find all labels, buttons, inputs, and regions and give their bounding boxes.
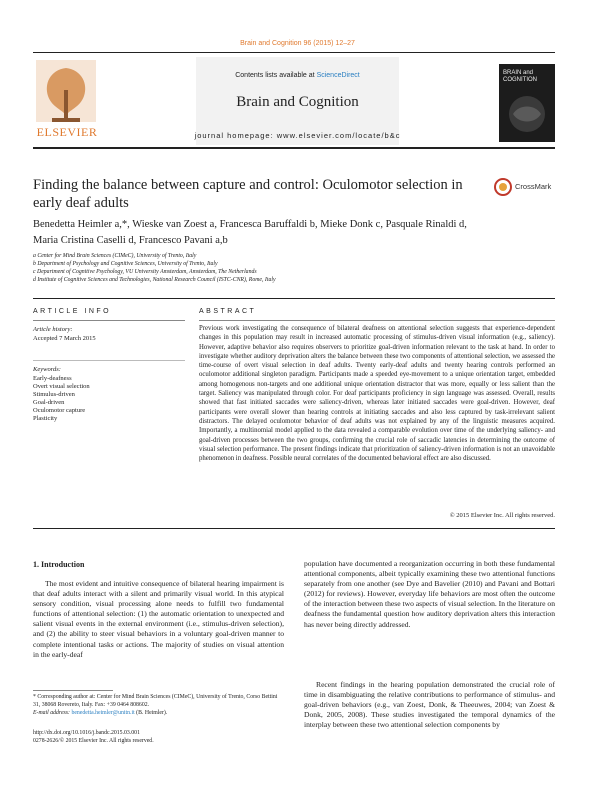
cover-brain-graphic: [505, 92, 549, 136]
affiliation-b: b Department of Psychology and Cognitive Sciences, University of Trento, Italy: [33, 261, 218, 267]
email-link[interactable]: benedetta.heimler@unitn.it: [71, 710, 135, 716]
cover-title-line1: BRAIN and: [503, 70, 534, 76]
affiliation-c: c Department of Cognitive Psychology, VU University Amsterdam, Amsterdam, The Netherlands: [33, 269, 257, 275]
abstract-text: Previous work investigating the consequence of bilateral deafness on attentional selection suggests that experience-dependent changes in this population may result in increased automatic processing of stimulus-driven visual information (e.g., saliency). However, adaptive behavior also requires observers to prioritize goal-driven information relevant to the task at hand. In order to investigate whether auditory deprivation alters the balance between these two components of attentional selection, we assessed the time-course of overt visual selection in deaf adults. Twenty early-deaf adults and twenty hearing controls performed an oculomotor additional singleton paradigm. Participants made a speeded eye-movement to a unique orientation target, embedded among homogenous non-targets and one additional unique orientation distractor that was more, equally or less salient than the target. Saliency was manipulated through color. For deaf participants proficiency in sign language was assessed. Overall, results showed that fast initiated saccades were saliency-driven, whereas later initiated saccades were goal-driven. However, deaf participants were overall slower than hearing controls at initiating saccades and also less captured by task-irrelevant salient distractors. The delayed oculomotor behavior of deaf adults was not explained by any of the linguistic measures acquired. Importantly, a multinomial model applied to the data revealed a comparable evolution over time of the underlying saliency- and goal-driven processes between the two groups, confirming the crucial role of saccadic latencies in determining the outcome of visual selection performance. The present findings indicate that prioritization of saliency-driven information is not an unavoidable phenomenon in deafness. Possible neural correlates of the documented behavioral effect are also discussed.: [199, 325, 555, 463]
authors-line-2: Maria Cristina Caselli d, Francesco Pavani a,b: [33, 235, 228, 246]
doi-link[interactable]: http://dx.doi.org/10.1016/j.bandc.2015.03.001: [33, 730, 140, 736]
history-label: Article history:: [33, 326, 73, 333]
article-title: Finding the balance between capture and control: Oculomotor selection in early deaf adults: [33, 177, 463, 211]
contents-line: [196, 72, 399, 79]
homepage-prefix: journal homepage:: [194, 131, 277, 140]
journal-reference: Brain and Cognition 96 (2015) 12–27: [240, 40, 355, 47]
author-list: [33, 217, 553, 249]
publisher-name: ELSEVIER: [36, 125, 98, 139]
sciencedirect-link[interactable]: ScienceDirect: [316, 72, 360, 79]
affiliations-rule: [33, 298, 555, 299]
journal-homepage: [166, 131, 429, 140]
footnote-rule: [33, 690, 113, 691]
homepage-url[interactable]: www.elsevier.com/locate/b&c: [276, 131, 401, 140]
intro-paragraph-1: The most evident and intuitive consequence of bilateral hearing impairment is that deaf adults interact with a silent and primarily visual world. In this atypical sensory condition, visual processing alone needs to fulfill two fundamental functions of attentional selection: (1) the automatic orientation to unexpected and salient visual events in the external environment (i.e., stimulus-driven selection), and (2) the ability to steer visual behaviors in a voluntary goal-driven manner to complete intentional tasks or actions. The majority of studies on visual attention in the early-deaf: [33, 579, 284, 659]
abstract-rule: [199, 320, 555, 321]
keyword: Oculomotor capture: [33, 407, 86, 414]
affiliation-d: d Institute of Cognitive Sciences and Technologies, National Research Council (ISTC-CNR), Rome, Italy: [33, 277, 276, 283]
crossmark-badge[interactable]: [494, 178, 554, 196]
keyword: Overt visual selection: [33, 383, 90, 390]
keyword: Plasticity: [33, 415, 58, 422]
email-note: [33, 710, 284, 718]
journal-name: Brain and Cognition: [236, 94, 359, 110]
header-bottom-rule: [33, 147, 555, 149]
corresponding-author-note: * Corresponding author at: Center for Mind Brain Sciences (CIMeC), University of Trento, Corso Bettini 31, 38068 Rovereto, Italy. Fax: +39 0464 808602.: [33, 694, 278, 708]
contents-prefix: Contents lists available at: [235, 72, 317, 79]
article-info-rule: [33, 320, 185, 321]
keyword: Early-deafness: [33, 375, 72, 382]
keyword: Stimulus-driven: [33, 391, 75, 398]
abstract-bottom-rule: [33, 528, 555, 529]
intro-paragraph-3: Recent findings in the hearing population demonstrated the crucial role of time in disambiguating the relative contributions to performance of stimulus- and goal-driven behaviors (e.g., van Zoest, Donk, & Theeuwes, 2004; van Zoest & Donk, 2005, 2008). These studies investigated the temporal dynamics of the interplay between these two attentional selection components by: [304, 680, 555, 730]
intro-paragraph-2: population have documented a reorganization occurring in both these fundamental attentional components, albeit typically examining these two attentional functions separately from one another (see Dye and Bavelier (2010) and Pavani and Bottari (2012) for reviews). However, everyday life behaviors are most often the outcome of the interaction between these two aspects of visual selection. In the literature on deafness the fundamental question how auditory deprivation alters this interaction has never being directly addressed.: [304, 559, 555, 629]
intro-heading: 1. Introduction: [33, 560, 85, 569]
crossmark-icon: [494, 178, 512, 196]
keyword: Goal-driven: [33, 399, 65, 406]
header-top-rule: [33, 52, 555, 53]
abstract-copyright: © 2015 Elsevier Inc. All rights reserved.: [449, 512, 555, 519]
email-label: E-mail address:: [33, 710, 72, 716]
accepted-date: Accepted 7 March 2015: [33, 335, 96, 342]
affiliation-a: a Center for Mind Brain Sciences (CIMeC), University of Trento, Italy: [33, 253, 197, 259]
email-suffix: (B. Heimler).: [134, 710, 168, 716]
crossmark-label: CrossMark: [515, 182, 552, 191]
history-rule: [33, 360, 185, 361]
authors-line-1: Benedetta Heimler a,*, Wieske van Zoest a, Francesca Baruffaldi b, Mieke Donk c, Pasquale Rinaldi d,: [33, 219, 467, 230]
issn-line: 0278-2626/© 2015 Elsevier Inc. All rights reserved.: [33, 738, 154, 744]
keywords-label: Keywords:: [33, 366, 61, 373]
abstract-heading: ABSTRACT: [199, 308, 257, 315]
article-info-heading: ARTICLE INFO: [33, 308, 112, 315]
journal-banner: [196, 57, 399, 145]
cover-title-line2: COGNITION: [503, 77, 537, 83]
journal-cover-image: [499, 64, 555, 142]
